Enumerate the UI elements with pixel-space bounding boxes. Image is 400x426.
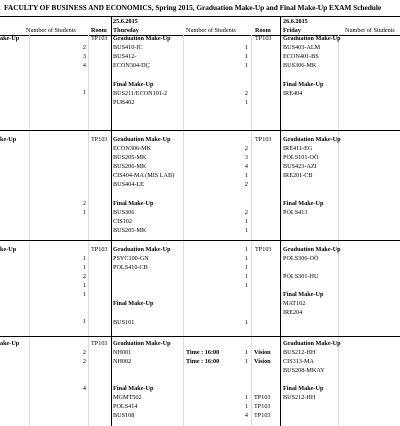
course: BUS101 bbox=[113, 319, 135, 326]
course: ECON401-BS bbox=[283, 53, 319, 60]
student-count: 1 bbox=[244, 172, 248, 179]
student-count: 2 bbox=[82, 273, 86, 280]
section-heading: Final Make-Up bbox=[283, 200, 324, 207]
student-count: 1 bbox=[82, 264, 86, 271]
exam-time: Time : 16:00 bbox=[186, 358, 220, 365]
room: TP103 bbox=[91, 246, 108, 253]
student-count: 1 bbox=[244, 218, 248, 225]
course: ECON306-MK bbox=[113, 145, 152, 152]
section-heading: Final Make-Up bbox=[283, 291, 324, 298]
student-count: 1 bbox=[244, 255, 248, 262]
student-count: 4 bbox=[82, 62, 86, 69]
student-count: 1 bbox=[244, 227, 248, 234]
block-label: ake-Up bbox=[0, 340, 20, 347]
header-date-thursday: 25.6.2015 bbox=[113, 18, 138, 25]
course: CIS102 bbox=[113, 218, 132, 225]
course: BUS306 bbox=[113, 209, 135, 216]
course: BUS403-ALM bbox=[283, 44, 321, 51]
room: Vision bbox=[254, 358, 271, 365]
section-heading: Graduation Make-Up bbox=[283, 246, 341, 253]
student-count: 2 bbox=[244, 90, 248, 97]
course: IRE201-CB bbox=[283, 172, 313, 179]
student-count: 1 bbox=[244, 99, 248, 106]
course: MGMT502 bbox=[113, 394, 142, 401]
student-count: 1 bbox=[244, 282, 248, 289]
header-date-friday: 26.6.2015 bbox=[283, 18, 308, 25]
course: CIS404-MA (MIS LAB) bbox=[113, 172, 175, 179]
student-count: 4 bbox=[244, 412, 248, 419]
course: BUS206-MK bbox=[113, 163, 147, 170]
separator-thu-fri bbox=[280, 16, 281, 426]
room: TP103 bbox=[254, 412, 271, 419]
course: IRE411-EG bbox=[283, 145, 313, 152]
course: BUS412- bbox=[113, 53, 137, 60]
room: TP103 bbox=[255, 246, 272, 253]
course: PSYC100-GN bbox=[113, 255, 149, 262]
section-heading: Final Make-Up bbox=[113, 200, 154, 207]
student-count: 1 bbox=[244, 264, 248, 271]
course: BUS205-MK bbox=[113, 227, 147, 234]
student-count: 1 bbox=[244, 403, 248, 410]
course: IRE404 bbox=[283, 90, 303, 97]
section-heading: Final Make-Up bbox=[283, 81, 324, 88]
student-count: 1 bbox=[244, 394, 248, 401]
student-count: 1 bbox=[244, 358, 248, 365]
course: BUS404-LE bbox=[113, 181, 144, 188]
student-count: 1 bbox=[82, 89, 86, 96]
course: MAT102 bbox=[283, 300, 306, 307]
page-title: FACULTY OF BUSINESS AND ECONOMICS, Spring 2015, Graduation Make-Up and Final Make-Up EXAM Schedule bbox=[4, 3, 382, 12]
course: ECON304-DÇ bbox=[113, 62, 150, 69]
section-heading: Graduation Make-Up bbox=[283, 340, 341, 347]
course: NH001 bbox=[113, 349, 132, 356]
student-count: 1 bbox=[244, 44, 248, 51]
room: TP103 bbox=[255, 136, 272, 143]
room: TP103 bbox=[91, 136, 108, 143]
course: BUS108 bbox=[113, 412, 135, 419]
student-count: 1 bbox=[244, 53, 248, 60]
block-separator-3 bbox=[0, 336, 400, 337]
separator-wed-thu bbox=[111, 16, 112, 426]
student-count: 1 bbox=[244, 246, 248, 253]
room: TP103 bbox=[91, 35, 108, 42]
header-room-wed: Room bbox=[91, 27, 107, 34]
room: Vision bbox=[254, 349, 271, 356]
course: BUS211/ECON101-2 bbox=[113, 90, 168, 97]
student-count: 1 bbox=[244, 62, 248, 69]
course: CIS313-MA bbox=[283, 358, 314, 365]
course: PUB402 bbox=[113, 99, 135, 106]
block-separator-1 bbox=[0, 130, 400, 131]
course: BUS306-MK bbox=[283, 62, 317, 69]
student-count: 1 bbox=[244, 319, 248, 326]
student-count: 4 bbox=[82, 385, 86, 392]
header-day-friday: Friday bbox=[283, 27, 301, 34]
room: TP103 bbox=[91, 340, 108, 347]
header-day-thursday: Thursday bbox=[113, 27, 139, 34]
student-count: 3 bbox=[82, 53, 86, 60]
student-count: 4 bbox=[244, 163, 248, 170]
course: IRE204 bbox=[283, 309, 303, 316]
student-count: 1 bbox=[244, 273, 248, 280]
header-students-thu: Number of Students bbox=[186, 27, 236, 34]
room: TP103 bbox=[254, 403, 271, 410]
header-students-wed: Number of Students bbox=[26, 27, 76, 34]
student-count: 2 bbox=[82, 44, 86, 51]
block-label: ke-Up bbox=[0, 246, 17, 253]
block-label: ke-Up bbox=[0, 136, 17, 143]
course: BUS410-IC bbox=[113, 44, 143, 51]
course: POLS414 bbox=[113, 403, 138, 410]
section-heading: Final Make-Up bbox=[113, 300, 154, 307]
section-heading: Graduation Make-Up bbox=[113, 246, 171, 253]
course: BUS212-HH bbox=[283, 349, 316, 356]
course: POLS413 bbox=[283, 209, 308, 216]
section-heading: Graduation Make-Up bbox=[283, 35, 341, 42]
student-count: 1 bbox=[82, 318, 86, 325]
section-heading: Final Make-Up bbox=[113, 385, 154, 392]
exam-time: Time : 16:00 bbox=[186, 349, 220, 356]
section-heading: Graduation Make-Up bbox=[113, 136, 171, 143]
room: TP103 bbox=[254, 394, 271, 401]
block-label: ake-Up bbox=[0, 35, 20, 42]
student-count: 1 bbox=[82, 255, 86, 262]
course: POLS101-OÖ bbox=[283, 154, 319, 161]
student-count: 2 bbox=[82, 349, 86, 356]
section-heading: Final Make-Up bbox=[283, 385, 324, 392]
course: POLS410-CB bbox=[113, 264, 148, 271]
room: TP103 bbox=[255, 35, 272, 42]
schedule-header bbox=[0, 16, 400, 36]
student-count: 1 bbox=[82, 282, 86, 289]
header-room-thu: Room bbox=[255, 27, 271, 34]
block-separator-2 bbox=[0, 240, 400, 241]
student-count: 1 bbox=[82, 291, 86, 298]
section-heading: Final Make-Up bbox=[113, 81, 154, 88]
student-count: 2 bbox=[244, 209, 248, 216]
section-heading: Graduation Make-Up bbox=[113, 340, 171, 347]
student-count: 1 bbox=[82, 209, 86, 216]
course: BUS423-AZI bbox=[283, 163, 317, 170]
course: POLS306-OÖ bbox=[283, 255, 319, 262]
course: NH002 bbox=[113, 358, 132, 365]
student-count: 2 bbox=[82, 358, 86, 365]
course: BUS208-MKAY bbox=[283, 367, 325, 374]
student-count: 2 bbox=[244, 145, 248, 152]
student-count: 2 bbox=[82, 200, 86, 207]
section-heading: Graduation Make-Up bbox=[113, 35, 171, 42]
student-count: 3 bbox=[244, 154, 248, 161]
course: BUS212-HH bbox=[283, 394, 316, 401]
student-count: 2 bbox=[244, 181, 248, 188]
section-heading: Graduation Make-Up bbox=[283, 136, 341, 143]
student-count: 1 bbox=[244, 349, 248, 356]
header-students-fri: Number of Students bbox=[345, 27, 395, 34]
course: POLS301-HU bbox=[283, 273, 319, 280]
course: BUS205-MK bbox=[113, 154, 147, 161]
